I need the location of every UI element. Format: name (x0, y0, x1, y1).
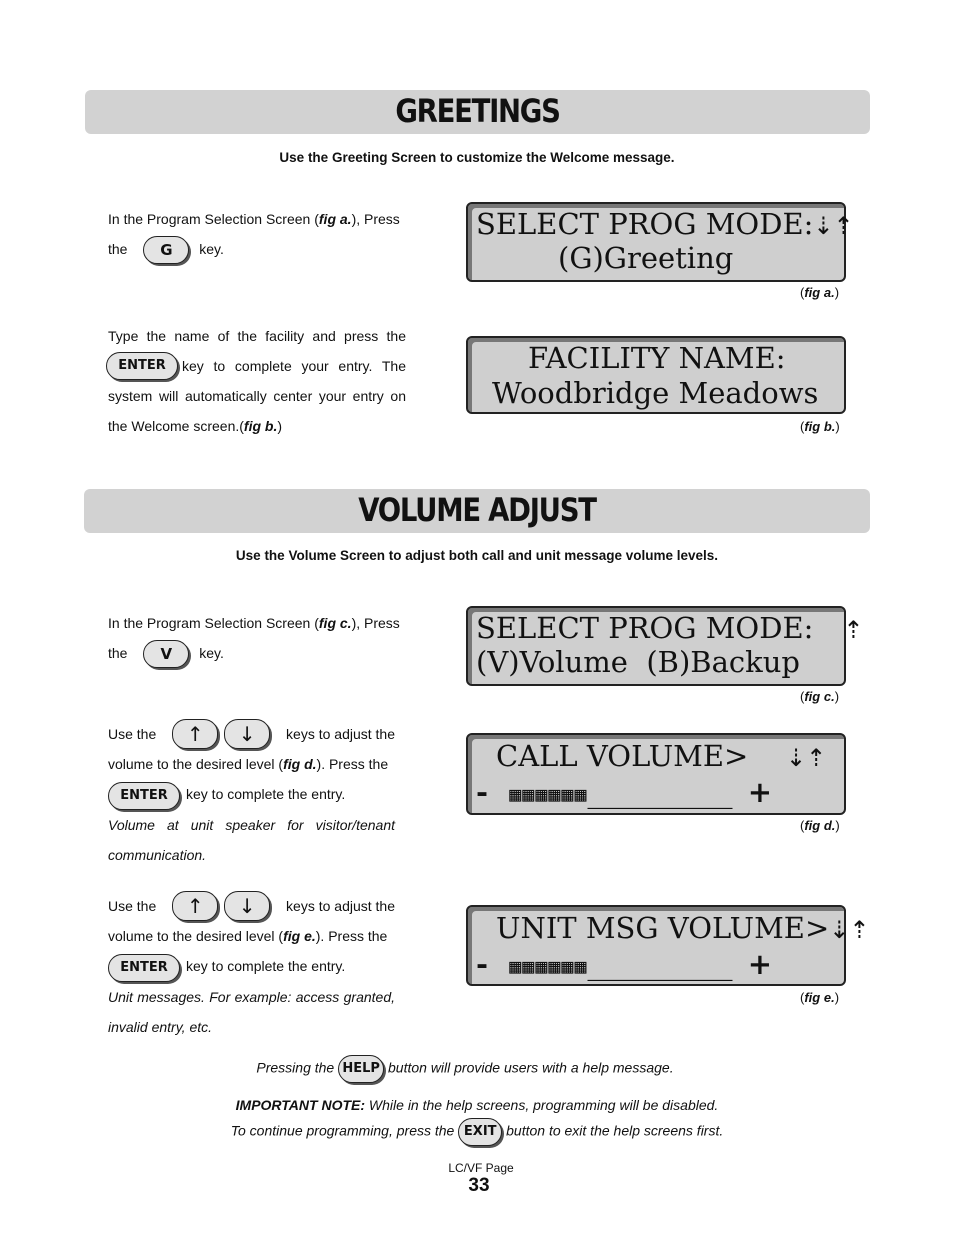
step-text: keys to adjust the (286, 725, 395, 742)
step-text: system will automatically center your entry on (108, 388, 406, 404)
lcd-row1: UNIT MSG VOLUME> (496, 911, 830, 945)
fig-ref: fig a. (318, 211, 352, 227)
footer-text: To continue programming, press the (230, 1122, 455, 1139)
step-text: ), Press (351, 211, 400, 227)
up-arrow-icon: ⇡ (843, 616, 864, 644)
caption-text: fig b. (804, 419, 836, 434)
caption-text: fig c. (804, 689, 835, 704)
step-text: ) (277, 418, 283, 434)
help-line (0, 1055, 930, 1083)
lcd-row2: (G)Greeting (558, 241, 734, 275)
down-key[interactable] (224, 719, 270, 749)
volume-level-blocks: ▦▦▦▦▦▦ (509, 782, 588, 806)
note-text: While in the help screens, programming will be disabled. (368, 1097, 719, 1113)
caption-text: fig d. (804, 818, 836, 833)
fig-e-caption (800, 990, 839, 1005)
step-text: key to complete the entry. (186, 786, 346, 803)
caption-text: fig e. (804, 990, 835, 1005)
enter-key[interactable]: ENTER (106, 352, 178, 380)
lcd-row1: SELECT PROG MODE: (476, 207, 814, 241)
up-arrow-icon: ⇡ (806, 744, 827, 772)
down-arrow-icon: ↓ (238, 894, 256, 919)
greetings-header-band (85, 90, 870, 134)
caption-paren: ( (800, 990, 805, 1005)
greetings-step2-text (108, 321, 406, 441)
step-text: ). Press the (315, 928, 388, 945)
caption-paren: ( (800, 285, 805, 300)
volume-step3-text (108, 890, 395, 1042)
note-label: IMPORTANT NOTE: (235, 1097, 366, 1113)
volume-empty-slots: __________ (587, 947, 733, 981)
lcd-fig-b (466, 336, 846, 414)
caption-paren: ( (800, 689, 805, 704)
step-note: Unit messages. For example: access granted, (108, 988, 395, 1005)
up-arrow-icon: ↑ (186, 722, 204, 747)
caption-paren: ) (835, 419, 840, 434)
step-text: key. (199, 645, 224, 661)
caption-paren: ) (835, 818, 840, 833)
up-key[interactable] (172, 891, 218, 921)
lcd-row1: FACILITY NAME: (528, 341, 786, 375)
fig-ref: fig b. (243, 418, 278, 434)
down-arrow-icon: ↓ (238, 722, 256, 747)
lcd-row1: SELECT PROG MODE: (476, 611, 814, 645)
step-text: In the Program Selection Screen ( (108, 615, 319, 631)
volume-empty-slots: __________ (587, 775, 733, 809)
down-key[interactable] (224, 891, 270, 921)
enter-key[interactable]: ENTER (108, 782, 180, 810)
step-text: Type the name of the facility and press the (108, 328, 406, 344)
step-text: Use the (108, 897, 157, 914)
footer-text: Pressing the (256, 1059, 335, 1076)
step-text: key to complete the entry. (186, 958, 346, 975)
step-text: volume to the desired level ( (108, 928, 284, 945)
lcd-fig-a (466, 202, 854, 282)
exit-line (0, 1118, 954, 1146)
volume-level-blocks: ▦▦▦▦▦▦ (509, 954, 588, 978)
volume-subtitle: Use the Volume Screen to adjust both call and unit message volume levels. (235, 548, 719, 563)
step-note: Volume at unit speaker for visitor/tenant (108, 816, 395, 833)
greetings-subtitle: Use the Greeting Screen to customize the Welcome message. (279, 150, 675, 165)
lcd-fig-e (466, 905, 870, 986)
step-text: ). Press the (316, 756, 389, 773)
fig-ref: fig c. (318, 615, 352, 631)
caption-paren: ( (800, 818, 805, 833)
greetings-step1-text (108, 204, 408, 264)
caption-paren: ) (834, 689, 840, 704)
greetings-title: GREETINGS (395, 92, 560, 130)
volume-step2-text (108, 718, 395, 870)
fig-c-caption (800, 689, 839, 704)
step-text: Use the (108, 725, 157, 742)
step-text: the (108, 241, 128, 257)
fig-a-caption (800, 285, 839, 300)
step-text: the (108, 645, 128, 661)
up-arrow-icon: ⇡ (849, 916, 870, 944)
minus-symbol: - (476, 947, 489, 981)
page-label: LC/VF Page (448, 1161, 514, 1175)
caption-paren: ( (800, 419, 805, 434)
step-text: key. (199, 241, 224, 257)
footer-text: button will provide users with a help message. (388, 1059, 674, 1076)
step-note: invalid entry, etc. (108, 1018, 213, 1035)
enter-key[interactable]: ENTER (108, 954, 180, 982)
lcd-fig-d (466, 733, 846, 815)
fig-ref: fig d. (283, 756, 317, 773)
exit-key[interactable]: EXIT (458, 1118, 502, 1146)
page-number: 33 (468, 1175, 490, 1196)
volume-title: VOLUME ADJUST (358, 491, 596, 529)
volume-bar (476, 775, 772, 811)
g-key[interactable]: G (143, 236, 189, 264)
up-arrow-icon: ↑ (186, 894, 204, 919)
lcd-row1: CALL VOLUME> (496, 739, 749, 773)
caption-text: fig a. (804, 285, 835, 300)
step-text: ), Press (351, 615, 400, 631)
plus-symbol: + (747, 947, 773, 981)
fig-ref: fig e. (283, 928, 316, 945)
up-arrow-icon: ⇡ (833, 212, 854, 240)
volume-step1-text (108, 608, 408, 668)
step-text: volume to the desired level ( (108, 756, 284, 773)
lcd-row2: Woodbridge Meadows (492, 376, 819, 410)
down-arrow-icon: ⇣ (786, 744, 807, 772)
volume-header-band (84, 489, 870, 533)
v-key[interactable]: V (143, 640, 189, 668)
up-key[interactable] (172, 719, 218, 749)
volume-bar (476, 947, 772, 983)
step-text: the Welcome screen.( (108, 418, 244, 434)
lcd-row2: (V)Volume (B)Backup (476, 645, 800, 679)
step-text: In the Program Selection Screen ( (108, 211, 319, 227)
footer-text: button to exit the help screens first. (506, 1122, 724, 1139)
minus-symbol: - (476, 775, 489, 809)
down-arrow-icon: ⇣ (813, 212, 834, 240)
plus-symbol: + (747, 775, 773, 809)
step-note: communication. (108, 846, 207, 863)
lcd-fig-c (466, 606, 864, 686)
help-key[interactable]: HELP (338, 1055, 384, 1083)
fig-d-caption (800, 818, 840, 833)
caption-paren: ) (834, 285, 840, 300)
important-note (0, 1097, 954, 1113)
step-text: keys to adjust the (286, 897, 395, 914)
caption-paren: ) (834, 990, 840, 1005)
step-text: key to complete your entry. The (182, 358, 406, 374)
down-arrow-icon: ⇣ (829, 916, 850, 944)
fig-b-caption (800, 419, 840, 434)
